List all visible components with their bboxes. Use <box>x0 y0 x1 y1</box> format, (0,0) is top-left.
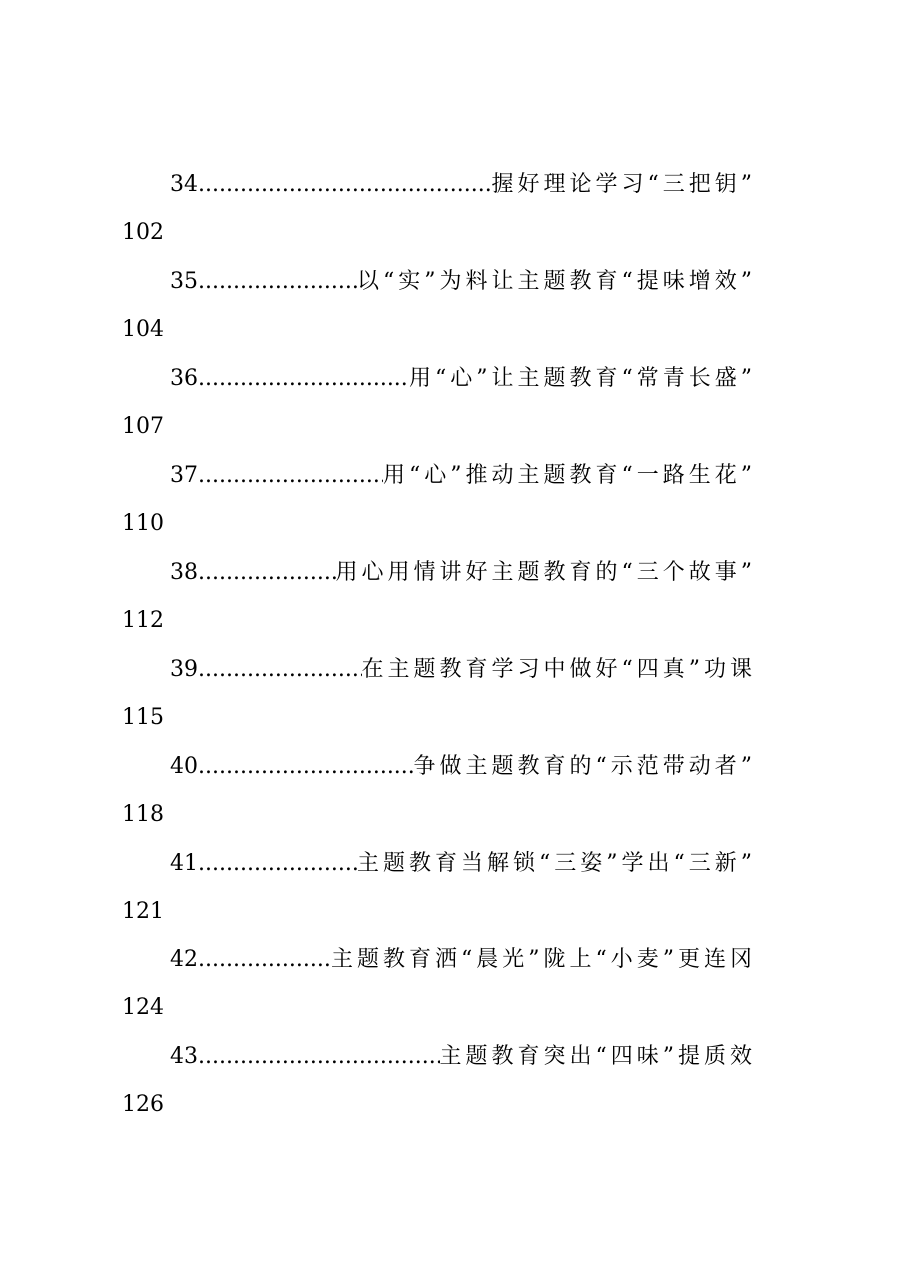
toc-entry-page-number: 112 <box>122 608 164 633</box>
toc-entry-line <box>170 653 756 687</box>
toc-entry[interactable] <box>0 168 909 265</box>
toc-entry-number: 42 <box>170 947 198 972</box>
toc-entry-page-number: 126 <box>122 1092 164 1117</box>
toc-entry-line <box>170 943 756 977</box>
toc-entry-title[interactable]: 用心用情讲好主题教育的“三个故事” <box>335 560 756 585</box>
toc-entry-number: 38 <box>170 560 198 585</box>
toc-entry-line <box>170 362 756 396</box>
dot-leader <box>198 168 492 202</box>
toc-entry-page-number: 102 <box>122 220 164 245</box>
toc-entry-line <box>170 750 756 784</box>
toc-entry-number: 41 <box>170 851 198 876</box>
dot-leader <box>198 265 357 299</box>
dot-leader <box>198 750 414 784</box>
dot-leader <box>198 459 383 493</box>
toc-entry[interactable] <box>0 265 909 362</box>
toc-entry[interactable] <box>0 362 909 459</box>
toc-entry-number: 37 <box>170 463 198 488</box>
toc-entry-number: 36 <box>170 366 198 391</box>
toc-entry-line <box>170 168 756 202</box>
dot-leader <box>198 362 409 396</box>
toc-entry-line <box>170 1040 756 1074</box>
toc-entry-page-number: 124 <box>122 995 164 1020</box>
toc-entry-page-number: 110 <box>122 511 164 536</box>
toc-entry[interactable] <box>0 1040 909 1137</box>
dot-leader <box>198 653 362 687</box>
toc-entry[interactable] <box>0 653 909 750</box>
toc-entry-page-number: 115 <box>122 705 164 730</box>
toc-entry[interactable] <box>0 847 909 944</box>
toc-entry-title[interactable]: 主题教育突出“四味”提质效 <box>439 1044 756 1069</box>
toc-entry[interactable] <box>0 943 909 1040</box>
toc-entry-title[interactable]: 主题教育当解锁“三姿”学出“三新” <box>357 851 756 876</box>
toc-entry-title[interactable]: 用“心”让主题教育“常青长盛” <box>409 366 756 391</box>
toc-entry-line <box>170 556 756 590</box>
toc-entry-title[interactable]: 以“实”为料让主题教育“提味增效” <box>357 269 756 294</box>
toc-entry-title[interactable]: 用“心”推动主题教育“一路生花” <box>383 463 756 488</box>
dot-leader <box>198 1040 440 1074</box>
toc-entry-number: 40 <box>170 754 198 779</box>
toc-entry-number: 35 <box>170 269 198 294</box>
toc-entry-title[interactable]: 在主题教育学习中做好“四真”功课 <box>361 657 756 682</box>
toc-entry-title[interactable]: 握好理论学习“三把钥” <box>491 172 756 197</box>
toc-entry-number: 34 <box>170 172 198 197</box>
toc-entry[interactable] <box>0 750 909 847</box>
toc-entry-title[interactable]: 主题教育洒“晨光”陇上“小麦”更连冈 <box>331 947 756 972</box>
toc-entry-page-number: 104 <box>122 317 164 342</box>
dot-leader <box>198 556 336 590</box>
toc-entry[interactable] <box>0 556 909 653</box>
toc-entry-page-number: 118 <box>122 802 164 827</box>
toc-entry-line <box>170 459 756 493</box>
toc-entry-page-number: 107 <box>122 414 164 439</box>
toc-entry[interactable] <box>0 459 909 556</box>
toc-entry-title[interactable]: 争做主题教育的“示范带动者” <box>413 754 756 779</box>
toc-entry-number: 43 <box>170 1044 198 1069</box>
dot-leader <box>198 943 331 977</box>
dot-leader <box>198 847 357 881</box>
toc-entry-number: 39 <box>170 657 198 682</box>
toc-entry-page-number: 121 <box>122 899 164 924</box>
toc-entry-line <box>170 265 756 299</box>
toc-entry-line <box>170 847 756 881</box>
